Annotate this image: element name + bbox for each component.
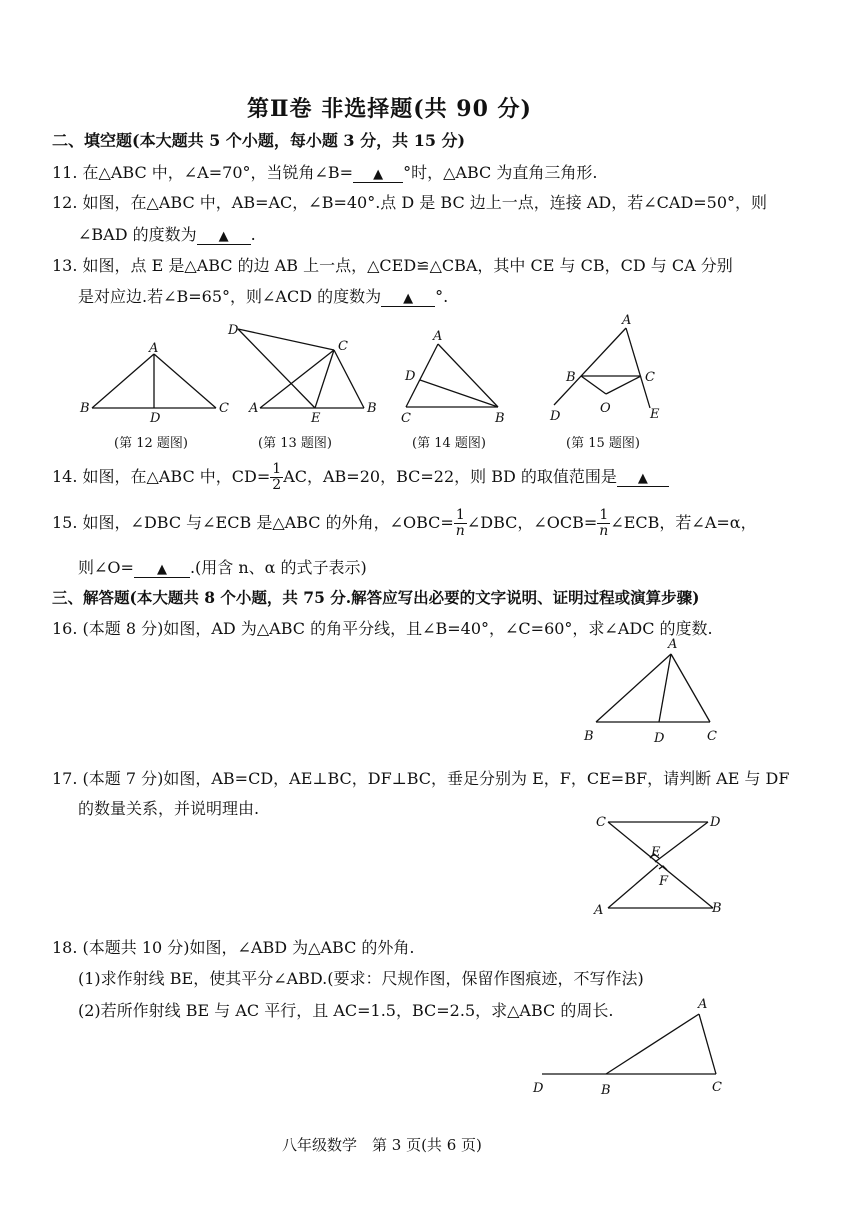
fig12-label-b: B — [80, 401, 90, 416]
q15-text-b: ∠DBC，∠OCB= — [466, 513, 598, 532]
fig18-label-d: D — [533, 1081, 544, 1096]
question-15-line2 — [78, 555, 367, 578]
fig13-label-d: D — [228, 323, 239, 338]
figure-12 — [78, 338, 238, 428]
blank-marker: ▲ — [373, 167, 384, 182]
question-13-line1: 13. 如图，点 E 是△ABC 的边 AB 上一点，△CED≌△CBA，其中 CE 与 CB，CD 与 CA 分别 — [52, 256, 733, 275]
caption-fig-13: (第 13 题图) — [258, 436, 332, 451]
section-3-heading: 三、解答题(本大题共 8 个小题，共 75 分.解答应写出必要的文字说明、证明过程或演算步骤) — [52, 588, 700, 607]
question-18-line3: (2)若所作射线 BE 与 AC 平行，且 AC=1.5，BC=2.5，求△ABC 的周长. — [78, 1001, 614, 1020]
question-12-line2 — [78, 222, 256, 245]
fig17-label-d: D — [710, 815, 721, 830]
fig17-label-b: B — [712, 901, 722, 916]
q15-text-c: ∠ECB，若∠A=α， — [610, 513, 757, 532]
fig15-label-c: C — [645, 370, 655, 385]
fig16-label-c: C — [707, 729, 717, 744]
fraction-numerator: 1 — [454, 508, 467, 524]
question-18-line1: 18. (本题共 10 分)如图，∠ABD 为△ABC 的外角. — [52, 938, 415, 957]
blank-marker: ▲ — [156, 562, 167, 577]
figure-14 — [394, 322, 514, 427]
caption-fig-14: (第 14 题图) — [412, 436, 486, 451]
q15-text-e: .(用含 n、α 的式子表示) — [189, 558, 367, 577]
figure-13 — [222, 320, 387, 425]
fig15-label-e: E — [650, 407, 660, 422]
question-11 — [52, 160, 597, 183]
question-18-line2: (1)求作射线 BE，使其平分∠ABD.(要求：尺规作图，保留作图痕迹，不写作法) — [78, 969, 644, 988]
fig14-label-c: C — [401, 411, 411, 426]
q15-text-a: 15. 如图，∠DBC 与∠ECB 是△ABC 的外角，∠OBC= — [52, 513, 454, 532]
answer-blank-14 — [617, 467, 669, 487]
fig13-label-c: C — [338, 339, 348, 354]
figure-18 — [528, 990, 728, 1100]
fraction-numerator: 1 — [597, 508, 610, 524]
question-17-line2: 的数量关系，并说明理由. — [78, 799, 260, 818]
question-16: 16. (本题 8 分)如图，AD 为△ABC 的角平分线，且∠B=40°，∠C=60°，求∠ADC 的度数. — [52, 619, 713, 638]
fraction-denominator: n — [455, 523, 465, 539]
q13-text-b: °. — [435, 287, 449, 306]
answer-blank-12 — [197, 225, 251, 245]
fig14-label-b: B — [495, 411, 505, 426]
q14-text-a: 14. 如图，在△ABC 中，CD= — [52, 467, 271, 486]
fig15-label-a: A — [622, 313, 632, 328]
fig18-label-c: C — [712, 1080, 722, 1095]
fig15-label-d: D — [550, 409, 561, 424]
fig17-label-e: E — [651, 845, 661, 860]
question-12-line1: 12. 如图，在△ABC 中，AB=AC，∠B=40°.点 D 是 BC 边上一点，连接 AD，若∠CAD=50°，则 — [52, 193, 768, 212]
answer-blank-11 — [353, 163, 403, 183]
figure-16 — [578, 634, 728, 749]
fig13-label-b: B — [367, 401, 377, 416]
fig13-label-e: E — [311, 411, 321, 425]
fig18-label-b: B — [601, 1083, 611, 1098]
blank-marker: ▲ — [403, 291, 414, 306]
question-17-line1: 17. (本题 7 分)如图，AB=CD，AE⊥BC，DF⊥BC，垂足分别为 E，F，CE=BF，请判断 AE 与 DF — [52, 769, 790, 788]
question-15-line1 — [52, 508, 757, 539]
fraction-denominator: n — [599, 523, 609, 539]
fig17-label-c: C — [596, 815, 606, 830]
fig13-label-a: A — [249, 401, 259, 416]
fig18-label-a: A — [698, 997, 708, 1012]
fraction-one-over-n-1 — [454, 508, 467, 539]
q11-text-a: 11. 在△ABC 中，∠A=70°，当锐角∠B= — [52, 163, 354, 182]
q11-text-b: °时，△ABC 为直角三角形. — [403, 163, 598, 182]
fig15-label-o: O — [600, 401, 611, 416]
page-title: 第Ⅱ卷 非选择题(共 90 分) — [247, 96, 532, 122]
caption-fig-12: (第 12 题图) — [114, 436, 188, 451]
fig16-label-a: A — [668, 637, 678, 652]
fig12-label-a: A — [149, 341, 159, 356]
fig17-label-a: A — [594, 903, 604, 918]
q12-text-a: ∠BAD 的度数为 — [78, 225, 197, 244]
fig12-label-d: D — [150, 411, 161, 426]
fig12-label-c: C — [219, 401, 229, 416]
q15-text-d: 则∠O= — [78, 558, 134, 577]
fig14-label-d: D — [405, 369, 416, 384]
fig14-label-a: A — [433, 329, 443, 344]
fig17-label-f: F — [659, 874, 669, 889]
page-footer: 八年级数学 第 3 页(共 6 页) — [282, 1136, 482, 1154]
fraction-one-over-n-2 — [597, 508, 610, 539]
question-13-line2 — [78, 284, 448, 307]
fig16-label-d: D — [654, 731, 665, 746]
q12-text-b: . — [250, 225, 256, 244]
blank-marker: ▲ — [218, 229, 229, 244]
question-14 — [52, 462, 669, 493]
fig15-label-b: B — [566, 370, 576, 385]
fraction-one-half — [270, 462, 283, 493]
fraction-denominator: 2 — [272, 477, 282, 493]
figure-15 — [540, 310, 670, 425]
q14-text-b: AC，AB=20，BC=22，则 BD 的取值范围是 — [283, 467, 617, 486]
answer-blank-15 — [134, 558, 190, 578]
caption-fig-15: (第 15 题图) — [566, 436, 640, 451]
section-2-heading: 二、填空题(本大题共 5 个小题，每小题 3 分，共 15 分) — [52, 131, 466, 150]
blank-marker: ▲ — [637, 471, 648, 486]
fig16-label-b: B — [584, 729, 594, 744]
fraction-numerator: 1 — [272, 461, 282, 477]
answer-blank-13 — [381, 287, 435, 307]
figure-17 — [588, 808, 728, 923]
q13-text-a: 是对应边.若∠B=65°，则∠ACD 的度数为 — [78, 287, 382, 306]
